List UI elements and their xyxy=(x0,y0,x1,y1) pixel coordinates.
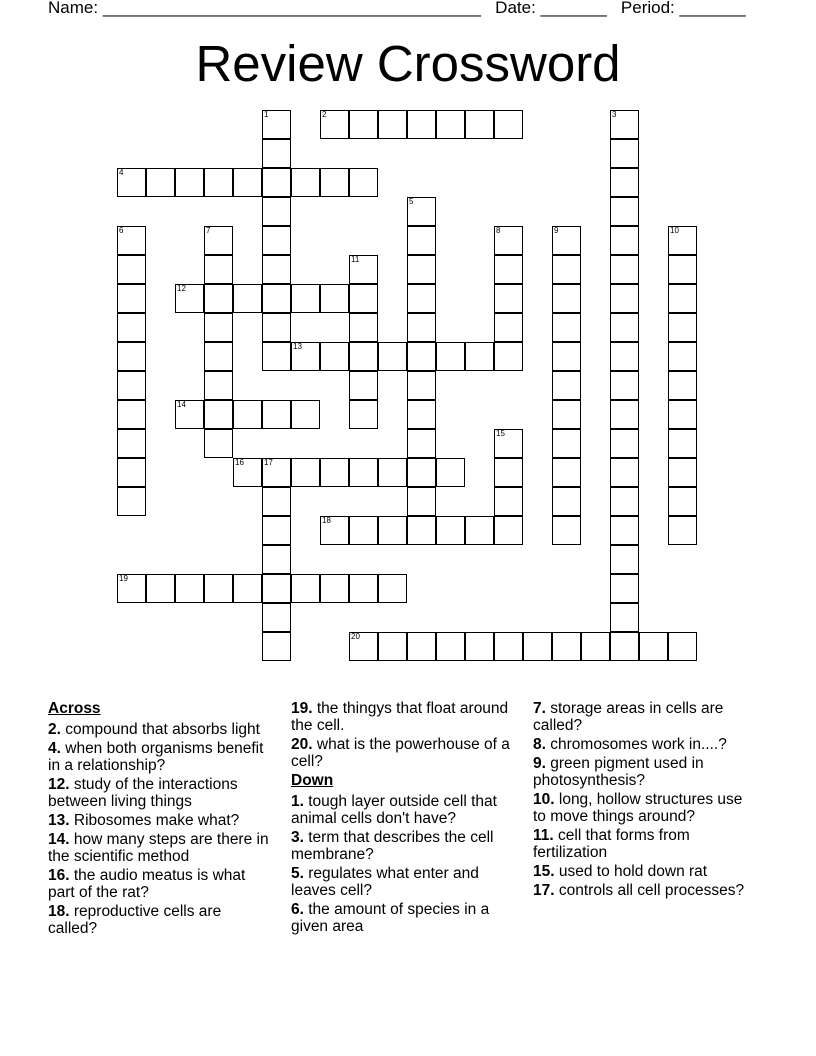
crossword-cell[interactable] xyxy=(204,400,233,429)
crossword-cell[interactable] xyxy=(436,632,465,661)
crossword-cell[interactable] xyxy=(349,110,378,139)
clue-down-10: 10. long, hollow structures use to move things around? xyxy=(533,791,743,825)
crossword-cell[interactable] xyxy=(552,255,581,284)
crossword-cell[interactable] xyxy=(204,284,233,313)
crossword-cell[interactable] xyxy=(349,371,378,400)
crossword-cell[interactable] xyxy=(320,516,349,545)
crossword-cell[interactable] xyxy=(262,487,291,516)
clue-number: 4 xyxy=(119,168,124,177)
clue-across-2: 2. compound that absorbs light xyxy=(48,721,260,738)
name-label: Name: xyxy=(48,0,99,17)
crossword-cell[interactable] xyxy=(204,371,233,400)
clue-down-8: 8. chromosomes work in....? xyxy=(533,736,727,753)
crossword-cell[interactable] xyxy=(552,429,581,458)
crossword-cell[interactable] xyxy=(668,458,697,487)
crossword-cell[interactable] xyxy=(465,110,494,139)
clue-number: 11 xyxy=(351,255,360,264)
crossword-cell[interactable] xyxy=(233,574,262,603)
crossword-cell[interactable] xyxy=(668,226,697,255)
clue-number: 16 xyxy=(235,458,244,467)
crossword-cell[interactable] xyxy=(204,168,233,197)
crossword-cell[interactable] xyxy=(494,313,523,342)
crossword-cell[interactable] xyxy=(552,342,581,371)
crossword-cell[interactable] xyxy=(320,110,349,139)
crossword-cell[interactable] xyxy=(262,255,291,284)
crossword-cell[interactable] xyxy=(320,342,349,371)
crossword-cell[interactable] xyxy=(262,197,291,226)
date-blank[interactable]: _______ xyxy=(540,0,607,17)
crossword-cell[interactable] xyxy=(117,226,146,255)
crossword-cell[interactable] xyxy=(378,574,407,603)
period-blank[interactable]: _______ xyxy=(679,0,746,17)
page-title: Review Crossword xyxy=(195,35,621,92)
clue-number: 13 xyxy=(293,342,302,351)
clue-number: 8 xyxy=(496,226,501,235)
clue-number: 15 xyxy=(496,429,505,438)
crossword-cell[interactable] xyxy=(175,400,204,429)
crossword-cell[interactable] xyxy=(523,632,552,661)
crossword-cell[interactable] xyxy=(436,110,465,139)
crossword-cell[interactable] xyxy=(378,342,407,371)
crossword-cell[interactable] xyxy=(494,110,523,139)
crossword-cell[interactable] xyxy=(117,458,146,487)
name-blank[interactable]: ________________________________________ xyxy=(102,0,481,17)
crossword-cell[interactable] xyxy=(668,255,697,284)
clues-column-3 xyxy=(533,700,758,901)
clue-number: 1 xyxy=(264,110,269,119)
crossword-cell[interactable] xyxy=(262,574,291,603)
crossword-cell[interactable] xyxy=(494,632,523,661)
crossword-cell[interactable] xyxy=(610,313,639,342)
clue-down-9: 9. green pigment used in photosynthesis? xyxy=(533,755,704,789)
crossword-cell[interactable] xyxy=(465,632,494,661)
crossword-cell[interactable] xyxy=(378,458,407,487)
crossword-cell[interactable] xyxy=(320,574,349,603)
crossword-cell[interactable] xyxy=(117,255,146,284)
crossword-cell[interactable] xyxy=(146,574,175,603)
clue-number: 14 xyxy=(177,400,186,409)
crossword-cell[interactable] xyxy=(494,226,523,255)
crossword-cell[interactable] xyxy=(204,574,233,603)
clue-across-13: 13. Ribosomes make what? xyxy=(48,812,240,829)
clues-column-2 xyxy=(291,700,516,937)
crossword-cell[interactable] xyxy=(349,458,378,487)
crossword-cell[interactable] xyxy=(349,284,378,313)
crossword-cell[interactable] xyxy=(262,516,291,545)
crossword-cell[interactable] xyxy=(494,255,523,284)
clue-number: 12 xyxy=(177,284,186,293)
crossword-cell[interactable] xyxy=(436,342,465,371)
period-label: Period: xyxy=(620,0,675,17)
clue-number: 2 xyxy=(322,110,327,119)
clue-down-6: 6. the amount of species in a given area xyxy=(291,901,490,935)
crossword-cell[interactable] xyxy=(581,632,610,661)
crossword-cell[interactable] xyxy=(262,168,291,197)
crossword-cell[interactable] xyxy=(204,255,233,284)
crossword-cell[interactable] xyxy=(552,487,581,516)
crossword-cell[interactable] xyxy=(407,487,436,516)
crossword-cell[interactable] xyxy=(610,632,639,661)
crossword-cell[interactable] xyxy=(117,284,146,313)
crossword-cell[interactable] xyxy=(494,487,523,516)
crossword-cell[interactable] xyxy=(146,168,175,197)
clue-down-5: 5. regulates what enter and leaves cell? xyxy=(291,865,479,899)
crossword-cell[interactable] xyxy=(436,516,465,545)
crossword-cell[interactable] xyxy=(552,284,581,313)
crossword-cell[interactable] xyxy=(610,110,639,139)
clue-number: 19 xyxy=(119,574,128,583)
crossword-cell[interactable] xyxy=(349,313,378,342)
crossword-cell[interactable] xyxy=(407,197,436,226)
clue-across-19: 19. the thingys that float around the cell. xyxy=(291,700,509,734)
crossword-cell[interactable] xyxy=(117,487,146,516)
clue-across-14: 14. how many steps are there in the scientific method xyxy=(48,831,269,865)
crossword-cell[interactable] xyxy=(262,342,291,371)
crossword-cell[interactable] xyxy=(262,400,291,429)
clue-number: 7 xyxy=(206,226,211,235)
crossword-cell[interactable] xyxy=(175,284,204,313)
crossword-cell[interactable] xyxy=(349,255,378,284)
crossword-cell[interactable] xyxy=(610,139,639,168)
crossword-cell[interactable] xyxy=(494,516,523,545)
crossword-cell[interactable] xyxy=(117,313,146,342)
crossword-cell[interactable] xyxy=(233,458,262,487)
crossword-cell[interactable] xyxy=(117,574,146,603)
crossword-cell[interactable] xyxy=(407,400,436,429)
crossword-cell[interactable] xyxy=(262,545,291,574)
crossword-cell[interactable] xyxy=(291,284,320,313)
crossword-cell[interactable] xyxy=(117,342,146,371)
clue-number: 9 xyxy=(554,226,559,235)
clue-down-11: 11. cell that forms from fertilization xyxy=(533,827,690,861)
clue-across-18: 18. reproductive cells are called? xyxy=(48,903,222,937)
crossword-cell[interactable] xyxy=(117,168,146,197)
crossword-cell[interactable] xyxy=(233,284,262,313)
crossword-cell[interactable] xyxy=(494,284,523,313)
crossword-cell[interactable] xyxy=(668,400,697,429)
crossword-cell[interactable] xyxy=(668,313,697,342)
crossword-cell[interactable] xyxy=(465,342,494,371)
crossword-cell[interactable] xyxy=(262,226,291,255)
crossword-cell[interactable] xyxy=(320,168,349,197)
crossword-cell[interactable] xyxy=(291,574,320,603)
crossword-cell[interactable] xyxy=(610,284,639,313)
crossword-cell[interactable] xyxy=(610,545,639,574)
crossword-cell[interactable] xyxy=(407,429,436,458)
crossword-cell[interactable] xyxy=(668,342,697,371)
crossword-cell[interactable] xyxy=(552,400,581,429)
clue-across-12: 12. study of the interactions between living things xyxy=(48,776,238,810)
crossword-cell[interactable] xyxy=(204,429,233,458)
crossword-cell[interactable] xyxy=(610,342,639,371)
clue-down-7: 7. storage areas in cells are called? xyxy=(533,700,724,734)
crossword-cell[interactable] xyxy=(233,168,262,197)
crossword-cell[interactable] xyxy=(552,226,581,255)
crossword-cell[interactable] xyxy=(233,400,262,429)
crossword-cell[interactable] xyxy=(552,371,581,400)
crossword-cell[interactable] xyxy=(610,400,639,429)
crossword-cell[interactable] xyxy=(407,284,436,313)
crossword-cell[interactable] xyxy=(262,313,291,342)
crossword-cell[interactable] xyxy=(291,342,320,371)
crossword-cell[interactable] xyxy=(378,110,407,139)
crossword-cell[interactable] xyxy=(407,255,436,284)
crossword-cell[interactable] xyxy=(610,255,639,284)
crossword-cell[interactable] xyxy=(291,458,320,487)
crossword-cell[interactable] xyxy=(349,168,378,197)
clue-number: 18 xyxy=(322,516,331,525)
crossword-cell[interactable] xyxy=(668,371,697,400)
crossword-cell[interactable] xyxy=(610,197,639,226)
crossword-cell[interactable] xyxy=(378,516,407,545)
crossword-cell[interactable] xyxy=(262,603,291,632)
crossword-cell[interactable] xyxy=(610,487,639,516)
crossword-cell[interactable] xyxy=(407,342,436,371)
crossword-cell[interactable] xyxy=(668,284,697,313)
clue-number: 5 xyxy=(409,197,414,206)
clue-number: 20 xyxy=(351,632,360,641)
crossword-cell[interactable] xyxy=(407,516,436,545)
crossword-cell[interactable] xyxy=(262,632,291,661)
crossword-cell[interactable] xyxy=(262,458,291,487)
crossword-cell[interactable] xyxy=(262,110,291,139)
crossword-cell[interactable] xyxy=(407,371,436,400)
crossword-cell[interactable] xyxy=(610,226,639,255)
crossword-cell[interactable] xyxy=(436,458,465,487)
crossword-cell[interactable] xyxy=(407,313,436,342)
down-heading: Down xyxy=(291,772,334,789)
crossword-cell[interactable] xyxy=(610,168,639,197)
crossword-cell[interactable] xyxy=(610,574,639,603)
crossword-cell[interactable] xyxy=(349,516,378,545)
crossword-cell[interactable] xyxy=(407,110,436,139)
crossword-cell[interactable] xyxy=(349,632,378,661)
clue-across-16: 16. the audio meatus is what part of the rat? xyxy=(48,867,246,901)
crossword-cell[interactable] xyxy=(639,632,668,661)
crossword-cell[interactable] xyxy=(378,632,407,661)
crossword-cell[interactable] xyxy=(668,487,697,516)
crossword-cell[interactable] xyxy=(610,429,639,458)
crossword-cell[interactable] xyxy=(349,574,378,603)
crossword-cell[interactable] xyxy=(349,400,378,429)
crossword-cell[interactable] xyxy=(494,342,523,371)
clue-down-15: 15. used to hold down rat xyxy=(533,863,708,880)
crossword-cell[interactable] xyxy=(668,516,697,545)
crossword-cell[interactable] xyxy=(204,342,233,371)
crossword-cell[interactable] xyxy=(407,632,436,661)
clue-number: 10 xyxy=(670,226,679,235)
crossword-cell[interactable] xyxy=(407,226,436,255)
crossword-cell[interactable] xyxy=(117,429,146,458)
crossword-cell[interactable] xyxy=(610,371,639,400)
crossword-cell[interactable] xyxy=(262,139,291,168)
crossword-cell[interactable] xyxy=(552,516,581,545)
crossword-cell[interactable] xyxy=(552,632,581,661)
crossword-cell[interactable] xyxy=(668,429,697,458)
crossword-cell[interactable] xyxy=(204,313,233,342)
crossword-cell[interactable] xyxy=(552,313,581,342)
clue-number: 6 xyxy=(119,226,124,235)
crossword-cell[interactable] xyxy=(610,516,639,545)
crossword-cell[interactable] xyxy=(494,429,523,458)
clues-column-1 xyxy=(48,700,273,939)
clue-down-3: 3. term that describes the cell membrane? xyxy=(291,829,494,863)
crossword-cell[interactable] xyxy=(494,458,523,487)
crossword-cell[interactable] xyxy=(320,458,349,487)
crossword-cell[interactable] xyxy=(407,458,436,487)
crossword-cell[interactable] xyxy=(175,168,204,197)
crossword-cell[interactable] xyxy=(610,603,639,632)
crossword-cell[interactable] xyxy=(175,574,204,603)
crossword-cell[interactable] xyxy=(262,284,291,313)
crossword-cell[interactable] xyxy=(204,226,233,255)
clue-number: 3 xyxy=(612,110,617,119)
clue-across-20: 20. what is the powerhouse of a cell? xyxy=(291,736,510,770)
clue-across-4: 4. when both organisms benefit in a relationship? xyxy=(48,740,264,774)
crossword-cell[interactable] xyxy=(349,342,378,371)
across-heading: Across xyxy=(48,700,101,717)
date-label: Date: xyxy=(495,0,536,17)
crossword-cell[interactable] xyxy=(117,371,146,400)
clue-number: 17 xyxy=(264,458,273,467)
crossword-cell[interactable] xyxy=(610,458,639,487)
clue-down-17: 17. controls all cell processes? xyxy=(533,882,745,899)
crossword-cell[interactable] xyxy=(291,168,320,197)
crossword-cell[interactable] xyxy=(552,458,581,487)
crossword-cell[interactable] xyxy=(291,400,320,429)
clue-down-1: 1. tough layer outside cell that animal cells don't have? xyxy=(291,793,497,827)
crossword-cell[interactable] xyxy=(320,284,349,313)
crossword-cell[interactable] xyxy=(668,632,697,661)
crossword-cell[interactable] xyxy=(117,400,146,429)
crossword-cell[interactable] xyxy=(465,516,494,545)
